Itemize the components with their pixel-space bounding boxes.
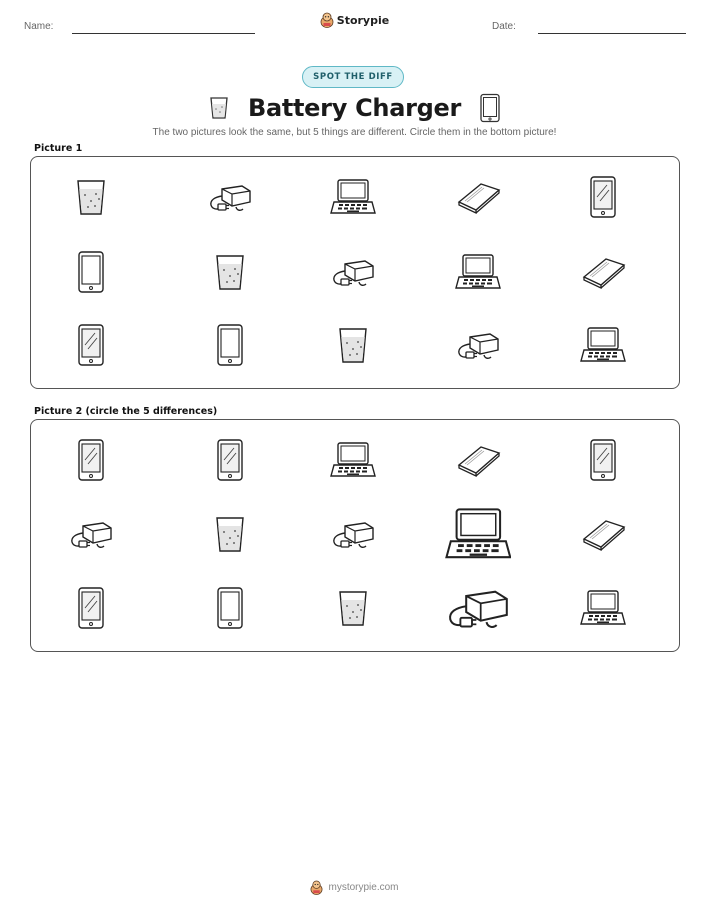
footer	[0, 880, 709, 895]
tablet-screen-icon	[215, 438, 245, 482]
picture2-laptop-item[interactable]	[580, 588, 626, 633]
charger-icon	[67, 517, 115, 551]
laptop-icon	[330, 440, 376, 480]
ebook-icon	[580, 517, 626, 551]
picture2-glass-item[interactable]	[337, 588, 369, 633]
glass-icon	[337, 588, 369, 628]
glass-icon	[337, 325, 369, 365]
picture2-laptop-item[interactable]	[330, 440, 376, 485]
footer-site: mystorypie.com	[328, 882, 399, 893]
name-line[interactable]	[72, 33, 255, 34]
picture2-laptop-item[interactable]	[445, 505, 512, 568]
picture1-ebook-item[interactable]	[580, 255, 626, 294]
picture2-tablet-screen-item[interactable]	[76, 586, 106, 635]
laptop-icon	[580, 325, 626, 365]
charger-icon	[206, 180, 254, 214]
picture1-tablet-screen-item[interactable]	[588, 175, 618, 224]
picture2-tablet-screen-item[interactable]	[215, 438, 245, 487]
picture2-ebook-item[interactable]	[455, 443, 501, 482]
tablet-screen-icon	[588, 175, 618, 219]
glass-icon	[75, 177, 107, 217]
picture2-ebook-item[interactable]	[580, 517, 626, 556]
picture1-label: Picture 1	[34, 143, 83, 154]
picture1-glass-item[interactable]	[75, 177, 107, 222]
glass-icon	[214, 514, 246, 554]
picture2-tablet-screen-item[interactable]	[588, 438, 618, 487]
ebook-icon	[455, 180, 501, 214]
brand-name: Storypie	[336, 13, 390, 27]
charger-icon	[329, 517, 377, 551]
brand	[0, 12, 709, 28]
charger-icon	[454, 328, 502, 362]
date-label: Date:	[492, 21, 516, 32]
glass-icon	[208, 95, 230, 121]
picture2-tablet-screen-item[interactable]	[76, 438, 106, 487]
picture1-laptop-item[interactable]	[580, 325, 626, 370]
date-line[interactable]	[538, 33, 686, 34]
laptop-icon	[330, 177, 376, 217]
tablet-screen-icon	[588, 438, 618, 482]
name-label: Name:	[24, 21, 54, 32]
tablet-icon	[76, 250, 106, 294]
charger-icon	[329, 255, 377, 289]
ebook-icon	[455, 443, 501, 477]
picture2-charger-item[interactable]	[67, 517, 115, 556]
picture1-ebook-item[interactable]	[455, 180, 501, 219]
picture2-label: Picture 2 (circle the 5 differences)	[34, 406, 218, 417]
laptop-icon	[580, 588, 626, 628]
picture1-laptop-item[interactable]	[455, 252, 501, 297]
picture2-tablet-item[interactable]	[215, 586, 245, 635]
tablet-screen-icon	[76, 323, 106, 367]
spot-the-diff-badge: SPOT THE DIFF	[302, 66, 404, 88]
tablet-screen-icon	[76, 586, 106, 630]
tablet-icon	[215, 586, 245, 630]
picture1-tablet-item[interactable]	[76, 250, 106, 299]
title-row	[0, 90, 709, 126]
picture2-charger-item[interactable]	[329, 517, 377, 556]
ebook-icon	[580, 255, 626, 289]
picture1-laptop-item[interactable]	[330, 177, 376, 222]
laptop-icon	[445, 505, 512, 563]
picture2-charger-item[interactable]	[443, 583, 513, 637]
picture1-tablet-item[interactable]	[215, 323, 245, 372]
storypie-logo-icon	[310, 880, 323, 895]
picture1-glass-item[interactable]	[214, 252, 246, 297]
laptop-icon	[455, 252, 501, 292]
tablet-screen-icon	[76, 438, 106, 482]
instructions: The two pictures look the same, but 5 things are different. Circle them in the bottom picture!	[152, 127, 557, 138]
charger-icon	[443, 583, 513, 632]
picture1-charger-item[interactable]	[206, 180, 254, 219]
picture2-glass-item[interactable]	[214, 514, 246, 559]
tablet-icon	[479, 93, 501, 123]
picture1-charger-item[interactable]	[329, 255, 377, 294]
picture1-glass-item[interactable]	[337, 325, 369, 370]
glass-icon	[214, 252, 246, 292]
storypie-logo-icon	[320, 12, 334, 28]
tablet-icon	[215, 323, 245, 367]
page-title: Battery Charger	[247, 94, 462, 122]
picture1-charger-item[interactable]	[454, 328, 502, 367]
picture1-tablet-screen-item[interactable]	[76, 323, 106, 372]
